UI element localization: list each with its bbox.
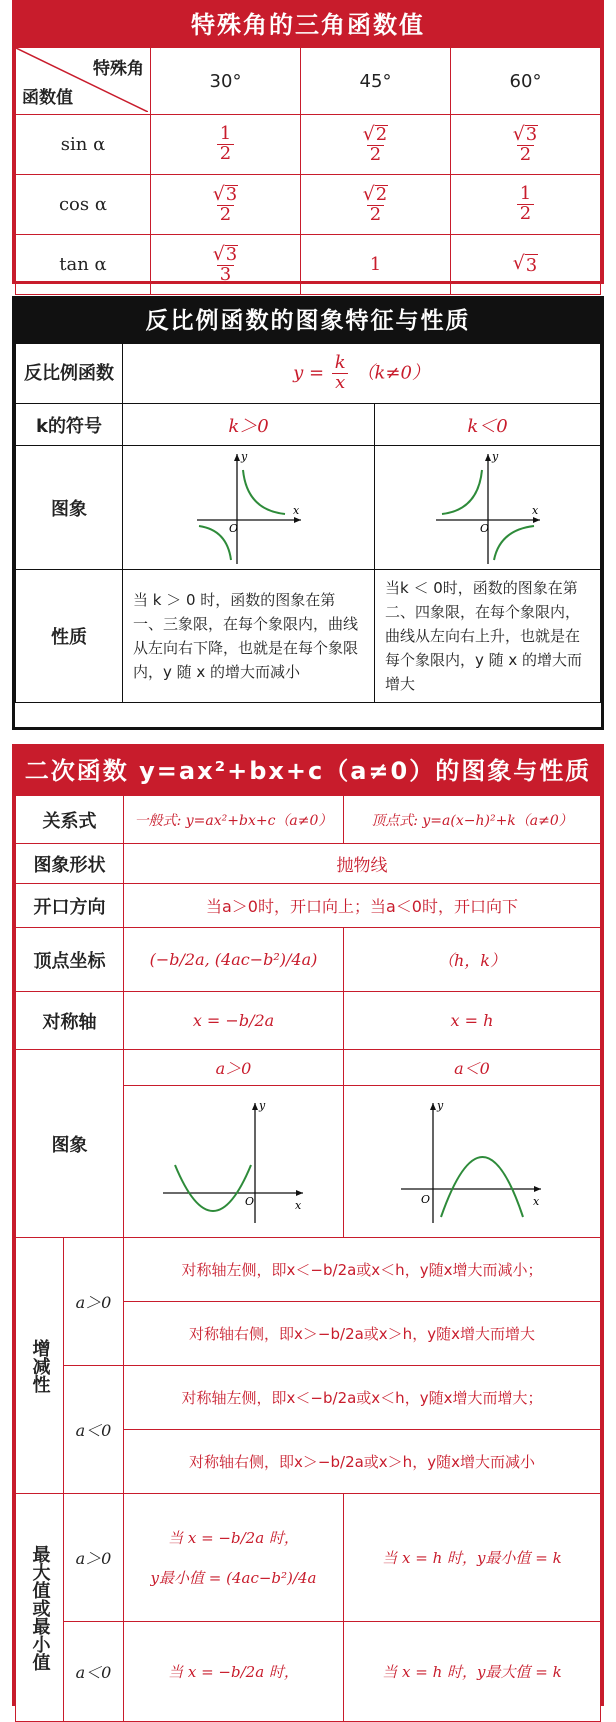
axis-x: x	[531, 503, 538, 517]
vertex-vertex: （h，k）	[344, 928, 601, 992]
trig-corner-cell	[16, 48, 151, 115]
axis-o: O	[244, 1194, 254, 1208]
sin-45: √ 2 2	[301, 115, 451, 175]
angle-30: 30°	[151, 48, 301, 115]
cos-30: √ 3 2	[151, 175, 301, 235]
tan-label: tan α	[16, 235, 151, 295]
parabola-down-cell	[344, 1086, 601, 1238]
axis-y: y	[437, 1098, 444, 1112]
inverse-row-label: 反比例函数	[16, 344, 123, 404]
shape-value: 抛物线	[124, 844, 601, 884]
trig-table	[15, 47, 601, 295]
hyperbola-neg-figure	[428, 448, 548, 568]
opening-value: 当a＞0时，开口向上；当a＜0时，开口向下	[124, 884, 601, 928]
k-positive: k＞0	[123, 404, 375, 446]
tan-60: √ 3	[451, 235, 601, 295]
extreme-a-neg: a＜0	[64, 1622, 124, 1722]
prop-k-negative: 当k ＜ 0时，函数的图象在第二、四象限，在每个象限内，曲线从左向右上升，也就是在每个象限内，y 随 x 的增大而增大	[375, 570, 601, 703]
mono-pos-right: 对称轴右侧，即x＞−b/2a或x＞h，y随x增大而增大	[124, 1302, 601, 1366]
axis-vertex: x = h	[344, 992, 601, 1050]
sin-60: √ 3 2	[451, 115, 601, 175]
corner-func-label: 函数值	[22, 88, 73, 108]
sin-label: sin α	[16, 115, 151, 175]
relation-label: 关系式	[16, 796, 124, 844]
k-negative: k＜0	[375, 404, 601, 446]
axis-y: y	[491, 449, 498, 463]
axis-x: x	[294, 1198, 301, 1212]
inverse-function-card	[12, 296, 604, 730]
shape-label: 图象形状	[16, 844, 124, 884]
cos-60: $\frac{1}{2}$	[451, 175, 601, 235]
extreme-a-pos: a＞0	[64, 1494, 124, 1622]
general-form: 一般式: y=ax²+bx+c（a≠0）	[124, 796, 344, 844]
hyperbola-k-negative	[375, 446, 601, 570]
axis-general: x = −b/2a	[124, 992, 344, 1050]
axis-x: x	[292, 503, 299, 517]
parabola-up-cell	[124, 1086, 344, 1238]
opening-label: 开口方向	[16, 884, 124, 928]
axis-o: O	[421, 1192, 431, 1206]
parabola-down-figure	[397, 1097, 547, 1227]
quadratic-title: 二次函数 y=ax²+bx+c（a≠0）的图象与性质	[15, 747, 601, 795]
corner-angle-label: 特殊角	[93, 59, 144, 79]
inverse-prop-label: 性质	[16, 570, 123, 703]
quadratic-table	[15, 795, 601, 1722]
graph-a-pos: a＞0	[124, 1050, 344, 1086]
angle-45: 45°	[301, 48, 451, 115]
vertex-label: 顶点坐标	[16, 928, 124, 992]
mono-neg-left: 对称轴左侧，即x＜−b/2a或x＜h，y随x增大而增大；	[124, 1366, 601, 1430]
parabola-up-figure	[159, 1097, 309, 1227]
trig-values-card	[12, 0, 604, 284]
mono-pos-left: 对称轴左侧，即x＜−b/2a或x＜h，y随x增大而减小；	[124, 1238, 601, 1302]
inverse-graph-label: 图象	[16, 446, 123, 570]
mono-label: 增减性	[16, 1238, 64, 1494]
quad-graph-label: 图象	[16, 1050, 124, 1238]
vertex-form: 顶点式: y=a(x−h)²+k（a≠0）	[344, 796, 601, 844]
tan-30: √ 3 3	[151, 235, 301, 295]
ext-pos-general: 当 x = −b/2a 时， y最小值 = (4ac−b²)/4a	[124, 1494, 344, 1622]
axis-x: x	[533, 1194, 540, 1208]
k-sign-label: k的符号	[16, 404, 123, 446]
cos-45: √ 2 2	[301, 175, 451, 235]
prop-k-positive: 当 k ＞ 0 时，函数的图象在第一、三象限，在每个象限内，曲线从左向右下降，也就是在每个象限内，y 随 x 的增大而减小	[123, 570, 375, 703]
ext-neg-general: 当 x = −b/2a 时，	[124, 1622, 344, 1722]
axis-o: O	[479, 521, 489, 535]
extreme-label: 最大值或最小值	[16, 1494, 64, 1722]
hyperbola-k-positive	[123, 446, 375, 570]
ext-neg-vertex: 当 x = h 时，y最大值 = k	[344, 1622, 601, 1722]
hyperbola-pos-figure	[189, 448, 309, 568]
mono-a-pos: a＞0	[64, 1238, 124, 1366]
angle-60: 60°	[451, 48, 601, 115]
trig-title: 特殊角的三角函数值	[15, 3, 601, 47]
inverse-formula: y = $\frac{k}{x}$ （k≠0）	[123, 344, 601, 404]
sin-30: $\frac{1}{2}$	[151, 115, 301, 175]
axis-y: y	[258, 1098, 265, 1112]
graph-a-neg: a＜0	[344, 1050, 601, 1086]
mono-a-neg: a＜0	[64, 1366, 124, 1494]
axis-o: O	[228, 521, 238, 535]
quadratic-function-card	[12, 744, 604, 1706]
inverse-title: 反比例函数的图象特征与性质	[15, 299, 601, 343]
axis-label: 对称轴	[16, 992, 124, 1050]
ext-pos-vertex: 当 x = h 时，y最小值 = k	[344, 1494, 601, 1622]
cos-label: cos α	[16, 175, 151, 235]
tan-45: 1	[301, 235, 451, 295]
axis-y: y	[240, 449, 247, 463]
mono-neg-right: 对称轴右侧，即x＞−b/2a或x＞h，y随x增大而减小	[124, 1430, 601, 1494]
inverse-table	[15, 343, 601, 703]
vertex-general: (−b/2a, (4ac−b²)/4a)	[124, 928, 344, 992]
